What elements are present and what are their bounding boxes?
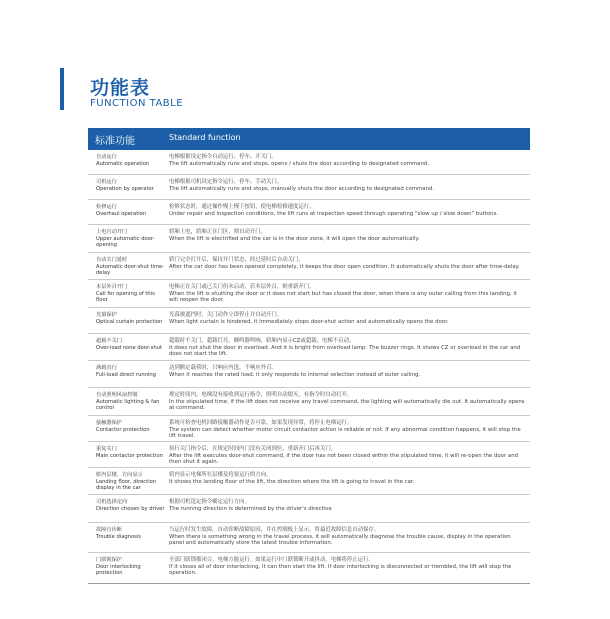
function-name-en: Automatic lighting & fan control [96,398,160,412]
function-name-cn: 超载不关门 [96,338,122,344]
function-description-cell [169,312,527,325]
function-description-cn: 当运行时发生故障，自动诊断故障原因，并在控制板上显示，将最近故障信息自动保存。 [169,527,380,533]
function-name-en: Full-load direct running [96,371,156,378]
table-row [88,495,530,523]
table-row [88,416,530,442]
function-description-en: It shows the landing floor of the lift, the direction where the lift is going to travel in the car. [169,478,415,485]
function-name-en: Landing floor, direction display in the car [96,478,157,492]
function-description-cell [169,257,527,270]
function-name-cell [96,446,168,459]
function-name-cell [96,527,168,540]
function-description-cn: 光幕被遮挡时，关门动作立即停止并自动开门。 [169,312,283,318]
function-name-en: Overhaul operation [96,210,147,217]
function-description-cell [169,392,527,412]
table-row [88,280,530,308]
function-description-en: It does not shut the door in overload. And it is bright from overload lamp. The buzzer rings. It shows CZ or overload in the car and does not start the lift. [169,344,521,358]
function-name-cell [96,472,168,492]
function-description-en: The lift automatically runs and stops, manually shuts the door according to designated command. [169,185,435,192]
function-name-en: Door interlocking protection [96,563,141,577]
page-title: 功能表 [90,77,151,99]
function-description-en: In the stipulated time, if the lift does not receive any travel command, the lighting will automatically die out. It automatically opens at command. [169,398,525,412]
column-header-standard-function-en: Standard function [169,133,241,142]
function-description-en: The lift automatically runs and stops, opens / shuts the door according to designated command. [169,160,430,167]
function-name-cn: 接触器保护 [96,420,122,426]
table-row [88,334,530,361]
function-name-cn: 司机选择定向 [96,499,128,505]
function-description-cell [169,557,527,577]
function-description-cn: 检修状态时，通过操作慢上慢下按钮，使电梯检修速度运行。 [169,204,315,210]
function-description-en: When the lift is electrified and the car is in the door zone, it will open the door automatically. [169,235,420,242]
function-name-cell [96,154,168,167]
function-description-cell [169,527,527,547]
function-name-cell [96,179,168,192]
function-name-cell [96,420,168,433]
function-description-cell [169,179,527,192]
function-description-en: When the lift is shutting the door or it does not start but has closed the door, when there is any outer calling from this landing, it will reopen the door. [169,290,517,304]
function-description-cn: 轿厢上电，轿厢正在门区，则自动开门。 [169,229,267,235]
table-row [88,553,530,584]
table-row [88,150,530,175]
function-description-cn: 执行关门指令后，在规定时间内门没有关闭到位，重新开门后再关门。 [169,446,337,452]
function-name-cell [96,257,168,277]
function-name-cn: 故障自诊断 [96,527,122,533]
table-row [88,175,530,200]
function-description-cell [169,446,527,466]
function-description-en: If it closes all of door interlocking, it can then start the lift. If door interlocking is disconnected or trembled, the lift will stop the operation. [169,563,512,577]
table-row [88,468,530,495]
function-name-en: Contactor protection [96,426,150,433]
function-name-cell [96,392,168,412]
function-description-cell [169,499,527,512]
function-name-cn: 光幕保护 [96,312,117,318]
function-description-cn: 超载时不关门，超载灯亮，蜂鸣器鸣响，轿厢内显示CZ或超载，电梯不启动。 [169,338,355,344]
function-description-cell [169,365,527,378]
title-accent-bar [60,68,64,110]
function-description-cn: 规定时间内，电梯没有接收到运行指令，照明自动熄灭，有指令时自动打开。 [169,392,353,398]
function-description-en: The running direction is determined by the driver's directive [169,505,332,512]
function-description-cn: 电梯根据司机设定指令运行、停车、手动关门。 [169,179,283,185]
function-name-cn: 检修运行 [96,204,117,210]
function-name-cn: 门联锁保护 [96,557,122,563]
table-row [88,523,530,553]
function-description-en: Under repair and inspection conditions, the lift runs at inspection speed through operating "slow up / slow down" buttons. [169,210,499,217]
function-name-en: Over-load none door-shut [96,344,162,351]
function-description-en: After the car door has been opened completely, it keeps the door open condition. It automatically shuts the door after time-delay. [169,263,520,270]
function-description-cell [169,154,527,167]
column-header-standard-function-cn: 标准功能 [95,136,135,147]
function-description-en: The system can detect whether motor circuit contactor action is reliable or not. If any abnormal condition happens, it will stop the lift travel. [169,426,521,440]
function-name-cn: 重复关门 [96,446,117,452]
table-header [88,128,530,150]
function-description-cn: 系统可检查电机回路接触器动作是否可靠，如果发现异常，将停止电梯运行。 [169,420,353,426]
function-name-cell [96,338,168,351]
function-name-cn: 本层外召开门 [96,284,128,290]
function-table [88,150,530,584]
page-subtitle: FUNCTION TABLE [90,98,184,109]
function-name-cn: 自动关门延时 [96,257,128,263]
function-name-cell [96,229,168,249]
table-row [88,225,530,253]
function-description-cell [169,284,527,304]
function-description-cell [169,338,527,358]
function-description-en: When it reaches the rated load, it only responds to internal selection instead of outer calling. [169,371,421,378]
table-row [88,308,530,334]
function-name-cn: 满载直行 [96,365,117,371]
function-description-cn: 轿门完全打开后，保持开门状态，经过延时后自动关门。 [169,257,304,263]
function-description-en: After the lift executes door-shut command, if the door has not been closed within the stipulated time, it will re-open the door and then shut it again. [169,452,519,466]
function-name-en: Trouble diagnosis [96,533,141,540]
function-name-en: Automatic door-shut time-delay [96,263,165,277]
table-row [88,200,530,225]
table-row [88,388,530,416]
function-description-cn: 电梯正在关门或已关门但未启动，若本层外召，则重新开门。 [169,284,315,290]
function-description-cell [169,204,527,217]
function-description-cn: 全部门联锁都闭合，电梯方能运行。如果运行中门联锁断开或抖动，电梯将停止运行。 [169,557,374,563]
function-name-cn: 司机运行 [96,179,117,185]
table-row [88,442,530,468]
function-description-cn: 根据司机选定指令确定运行方向。 [169,499,250,505]
function-name-en: Optical curtain protection [96,318,163,325]
function-name-cn: 自动运行 [96,154,117,160]
function-description-cn: 电梯根据设定指令自动运行、停车、开关门。 [169,154,277,160]
table-row [88,253,530,280]
function-name-cell [96,499,168,512]
function-description-en: When there is something wrong in the travel process, it will automatically diagnose the trouble cause, display in the operation panel and automatically store the latest trouble information. [169,533,511,547]
function-name-cn: 自动照明风扇控制 [96,392,138,398]
function-description-cell [169,420,527,440]
function-name-en: Operation by operator [96,185,154,192]
function-name-en: Upper automatic door-opening [96,235,155,249]
function-name-cn: 轿内层楼、方向显示 [96,472,143,478]
function-name-en: Direction chosen by driver [96,505,165,512]
function-description-cell [169,229,527,242]
function-name-cell [96,284,168,304]
function-description-cell [169,472,527,485]
table-row [88,361,530,388]
function-name-en: Main contactor protection [96,452,163,459]
function-description-en: When light curtain is hindered, it immediately stops door-shut action and automatically opens the door. [169,318,449,325]
function-name-cell [96,365,168,378]
function-name-cell [96,204,168,217]
function-name-cn: 上电自动开门 [96,229,128,235]
function-name-en: Automatic operation [96,160,150,167]
function-description-cn: 达到额定载荷时，只响应内选，不响应外召。 [169,365,277,371]
function-name-cell [96,557,168,577]
function-name-en: Call for opening of this floor [96,290,155,304]
function-name-cell [96,312,168,325]
function-description-cn: 轿内显示电梯所在层楼及将要运行的方向。 [169,472,272,478]
